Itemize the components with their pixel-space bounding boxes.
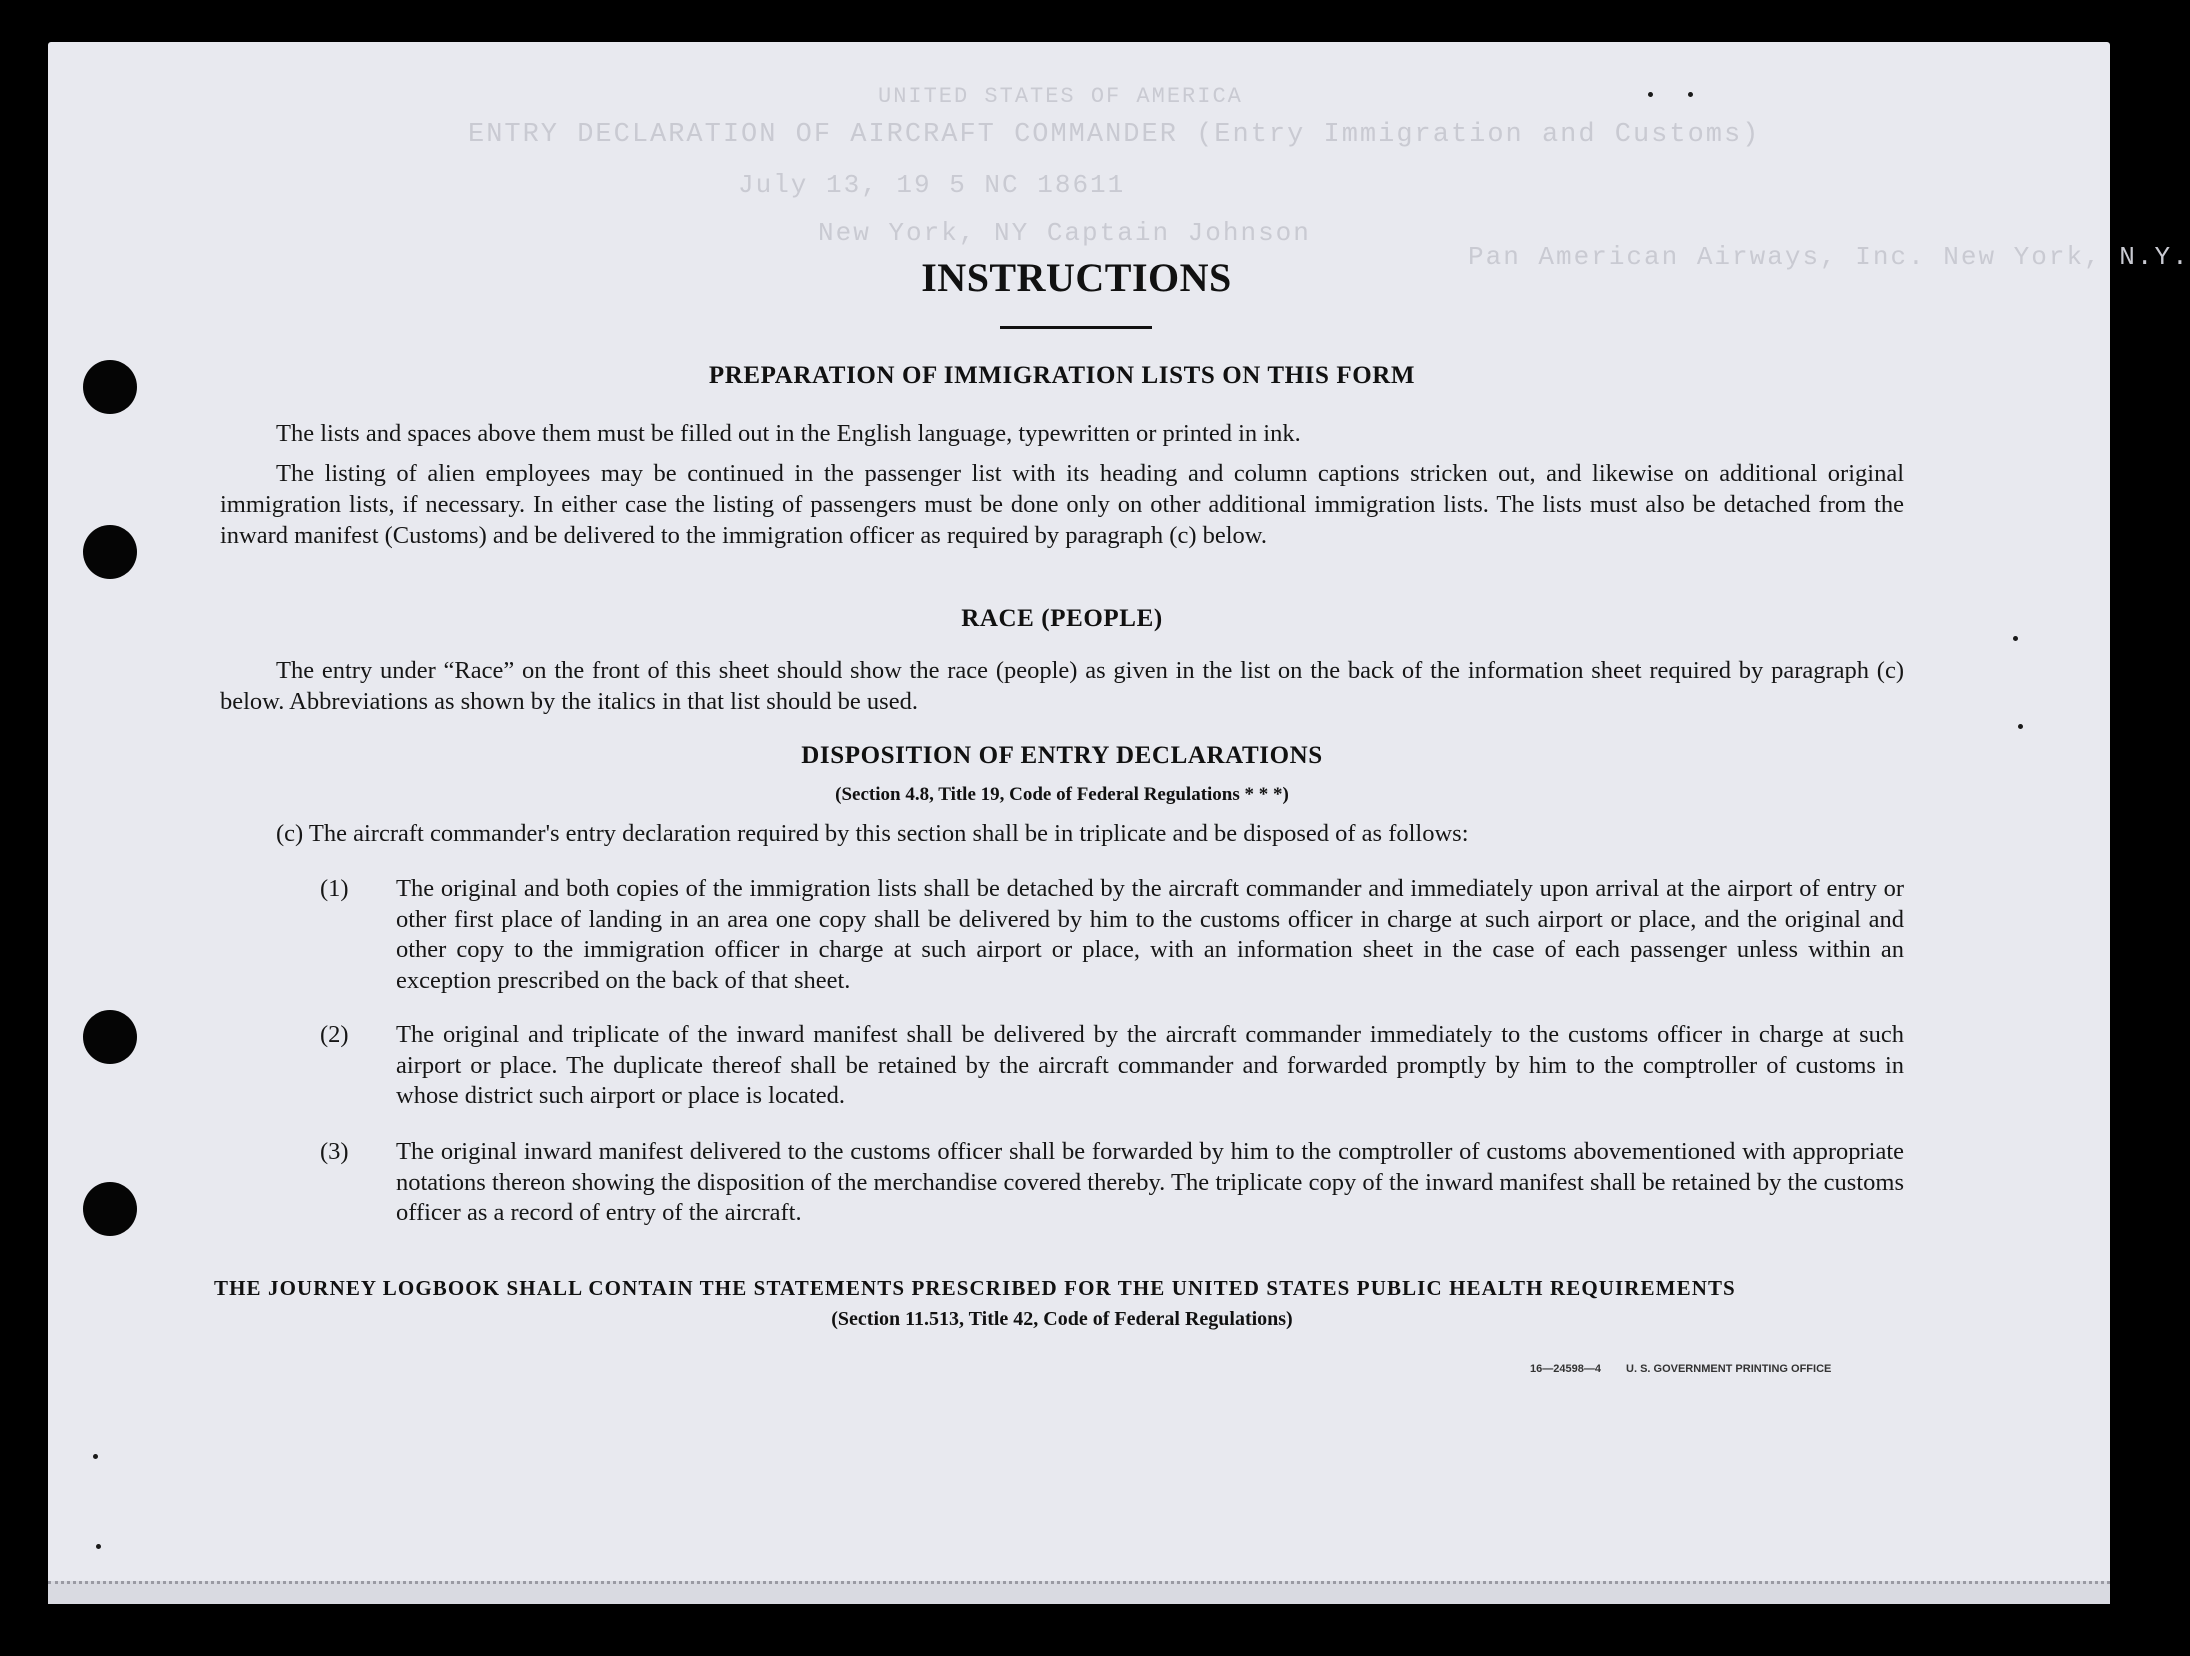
journey-logbook-statement: THE JOURNEY LOGBOOK SHALL CONTAIN THE STATEMENTS PRESCRIBED FOR THE UNITED STATES PUBLIC HEALTH REQUIREMENTS [214,1276,1736,1300]
form-number: 16—24598—4 [1530,1363,1601,1375]
punch-hole [83,1010,137,1064]
bleed-through-line: Pan American Airways, Inc. New York, N.Y. [1468,242,2190,272]
disposition-item-3 [320,1137,1904,1229]
lead-label: (c) [276,820,304,847]
bleed-through-line: UNITED STATES OF AMERICA [878,84,1243,109]
section-heading-preparation: PREPARATION OF IMMIGRATION LISTS ON THIS FORM [708,362,1416,389]
paragraph-preparation-1: The lists and spaces above them must be filled out in the English language, typewritten or printed in ink. [276,420,1301,447]
speck-mark [96,1544,101,1549]
printer-name: U. S. GOVERNMENT PRINTING OFFICE [1626,1363,1832,1375]
section-heading-disposition: DISPOSITION OF ENTRY DECLARATIONS [801,742,1323,769]
speck-mark [2018,724,2023,729]
item-text: The original and triplicate of the inward manifest shall be delivered by the aircraft commander immediately to the customs officer in charge at such airport or place. The duplicate thereof shall be retained by the aircraft commander and forwarded promptly by him to the comptroller of customs in whose district such airport or place is located. [396,1021,1904,1109]
speck-mark [2013,636,2018,641]
disposition-item-2 [320,1020,1904,1112]
bleed-through-line: New York, NY Captain Johnson [818,218,1311,248]
speck-mark [1648,92,1653,97]
bleed-through-line: July 13, 19 5 NC 18611 [738,170,1126,200]
printer-imprint [1530,1363,1890,1375]
disposition-item-1 [320,874,1904,996]
punch-hole [83,525,137,579]
item-text: The original and both copies of the immigration lists shall be detached by the aircraft commander and immediately upon arrival at the airport of entry or other first place of landing in an area one copy shall be delivered by him to the customs officer in charge at such airport or place, and the original and other copy to the immigration officer in charge at such airport or place, with an information sheet in the case of each passenger unless within an exception prescribed on the back of that sheet. [396,875,1904,994]
journey-logbook-reference: (Section 11.513, Title 42, Code of Federal Regulations) [831,1308,1293,1330]
paragraph-race: The entry under “Race” on the front of this sheet should show the race (people) as given in the list on the back of the information sheet required by paragraph (c) below. Abbreviations as shown by the italics in that list should be used. [220,657,1904,715]
disposition-lead [276,818,1904,849]
punch-hole [83,1182,137,1236]
item-number: (1) [320,875,349,902]
item-number: (3) [320,1138,349,1165]
page-title: INSTRUCTIONS [921,255,1232,300]
paragraph-preparation-2: The listing of alien employees may be continued in the passenger list with its heading and column captions stricken out, and likewise on additional original immigration lists, if necessary. In either case the listing of passengers must be done only on other additional immigration lists. The lists must also be detached from the inward manifest (Customs) and be delivered to the immigration officer as required by paragraph (c) below. [220,460,1904,549]
item-number: (2) [320,1021,349,1048]
section-reference-disposition: (Section 4.8, Title 19, Code of Federal Regulations * * *) [835,784,1289,805]
punch-hole [83,360,137,414]
section-heading-race: RACE (PEOPLE) [961,605,1163,632]
item-text: The original inward manifest delivered to the customs officer shall be forwarded by him to the comptroller of customs abovementioned with appropriate notations thereon showing the disposition of the merchandise covered thereby. The triplicate copy of the inward manifest shall be retained by the customs officer as a record of entry of the aircraft. [396,1138,1904,1226]
bleed-through-line: ENTRY DECLARATION OF AIRCRAFT COMMANDER (Entry Immigration and Customs) [468,120,1761,150]
speck-mark [1688,92,1693,97]
speck-mark [93,1454,98,1459]
lead-text: The aircraft commander's entry declaration required by this section shall be in triplicate and be disposed of as follows: [308,820,1469,847]
title-underline [1000,326,1152,329]
